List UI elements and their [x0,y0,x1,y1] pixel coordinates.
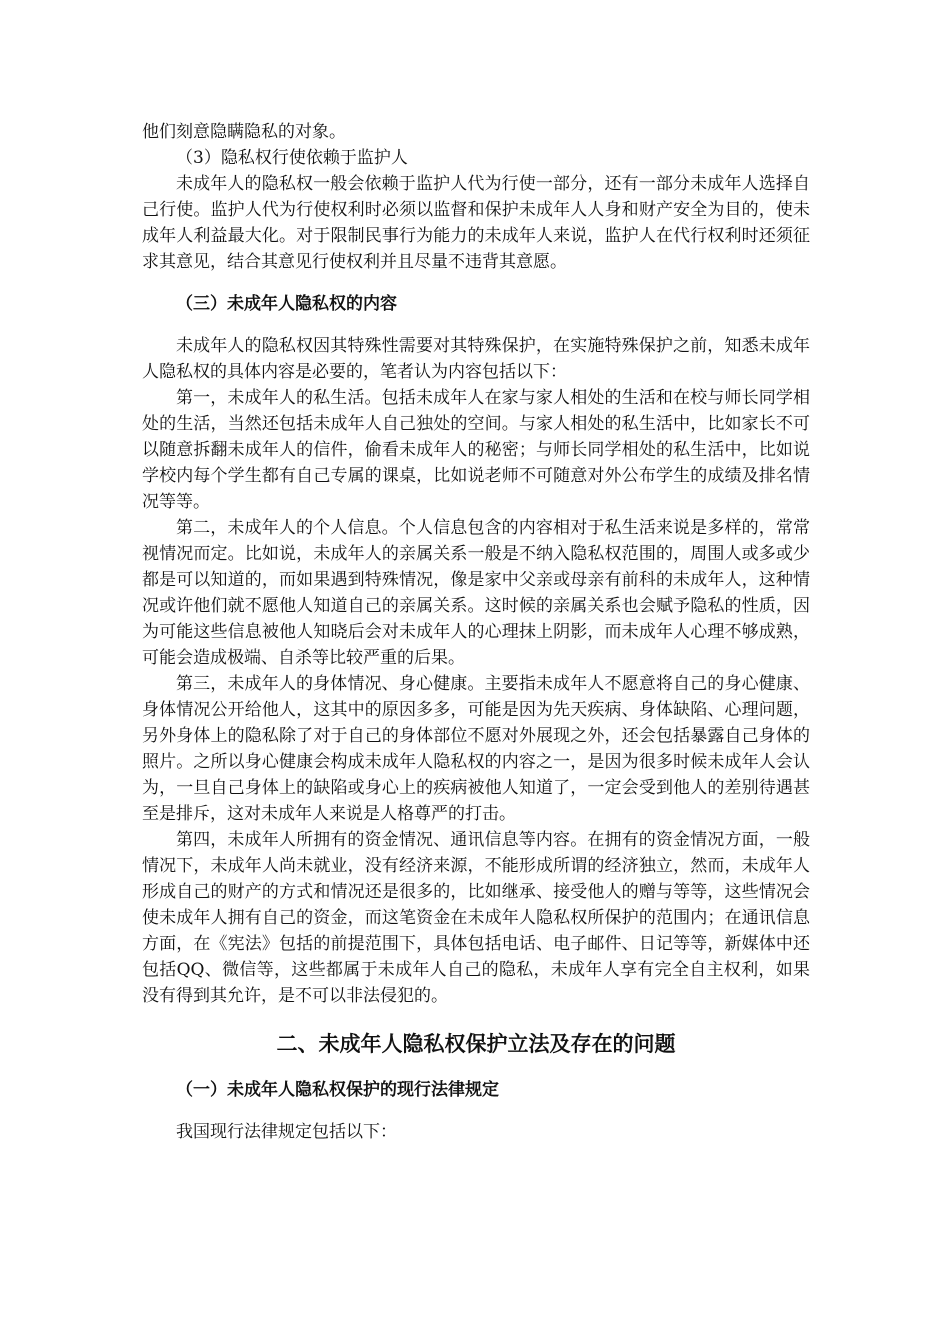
section-heading-law: （一）未成年人隐私权保护的现行法律规定 [176,1080,499,1100]
section-heading-content: （三）未成年人隐私权的内容 [176,294,397,314]
paragraph-intro: 未成年人的隐私权因其特殊性需要对其特殊保护，在实施特殊保护之前，知悉未成年人隐私权的具体内容是必要的，笔者认为内容包括以下： [142,336,810,382]
paragraph-health: 第三，未成年人的身体情况、身心健康。主要指未成年人不愿意将自己的身心健康、身体情况公开给他人，这其中的原因多多，可能是因为先天疾病、身体缺陷、心理问题，另外身体上的隐私除了对于自己的身体部位不愿对外展现之外，还会包括暴露自己身体的照片。之所以身心健康会构成未成年人隐私权的内容之一，是因为很多时候未成年人会认为，一旦自己身体上的缺陷或身心上的疾病被他人知道了，一定会受到他人的差别待遇甚至是排斥，这对未成年人来说是人格尊严的打击。 [142,674,810,824]
paragraph-law-intro: 我国现行法律规定包括以下： [176,1122,397,1142]
chapter-heading: 二、未成年人隐私权保护立法及存在的问题 [276,1032,676,1056]
paragraph-guardian: 未成年人的隐私权一般会依赖于监护人代为行使一部分，还有一部分未成年人选择自己行使。监护人代为行使权利时必须以监督和保护未成年人人身和财产安全为目的，使未成年人利益最大化。对于限制民事行为能力的未成年人来说，监护人在代行权利时还须征求其意见，结合其意见行使权利并且尽量不违背其意愿。 [142,174,810,272]
subsection-heading-3: （3）隐私权行使依赖于监护人 [176,148,408,168]
document-body [142,119,810,1145]
paragraph-private-life: 第一，未成年人的私生活。包括未成年人在家与家人相处的生活和在校与师长同学相处的生活，当然还包括未成年人自己独处的空间。与家人相处的私生活中，比如家长不可以随意拆翻未成年人的信件，偷看未成年人的秘密；与师长同学相处的私生活中，比如说学校内每个学生都有自己专属的课桌，比如说老师不可随意对外公布学生的成绩及排名情况等等。 [142,388,810,512]
paragraph-personal-info: 第二，未成年人的个人信息。个人信息包含的内容相对于私生活来说是多样的，常常视情况而定。比如说，未成年人的亲属关系一般是不纳入隐私权范围的，周围人或多或少都是可以知道的，而如果遇到特殊情况，像是家中父亲或母亲有前科的未成年人，这种情况或许他们就不愿他人知道自己的亲属关系。这时候的亲属关系也会赋予隐私的性质，因为可能这些信息被他人知晓后会对未成年人的心理抹上阴影，而未成年人心理不够成熟，可能会造成极端、自杀等比较严重的后果。 [142,518,810,668]
paragraph-finance: 第四，未成年人所拥有的资金情况、通讯信息等内容。在拥有的资金情况方面，一般情况下，未成年人尚未就业，没有经济来源，不能形成所谓的经济独立，然而，未成年人形成自己的财产的方式和情况还是很多的，比如继承、接受他人的赠与等等，这些情况会使未成年人拥有自己的资金，而这笔资金在未成年人隐私权所保护的范围内；在通讯信息方面，在《宪法》包括的前提范围下，具体包括电话、电子邮件、日记等等，新媒体中还包括QQ、微信等，这些都属于未成年人自己的隐私，未成年人享有完全自主权利，如果没有得到其允许，是不可以非法侵犯的。 [142,830,810,1006]
paragraph-continuation: 他们刻意隐瞒隐私的对象。 [142,122,346,142]
